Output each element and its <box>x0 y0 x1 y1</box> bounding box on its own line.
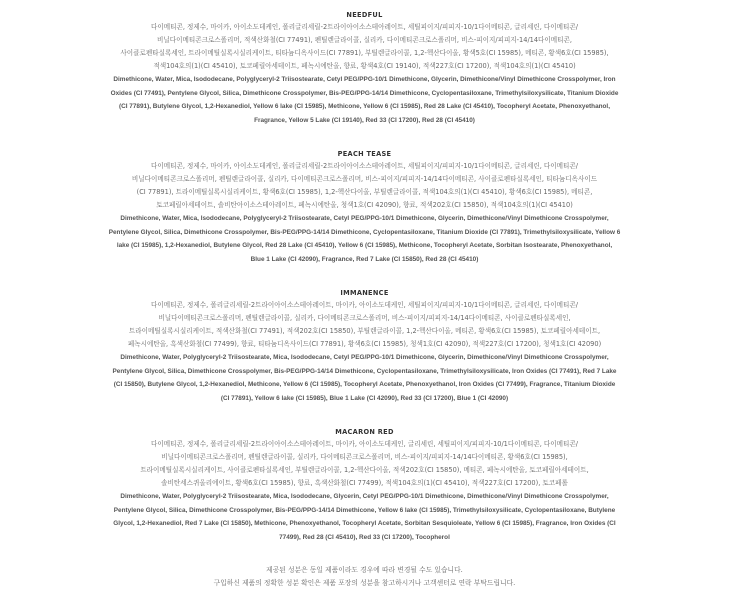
korean-ingredient-list: 다이메티콘, 정제수, 폴리글리세릴-2트라이아이소스테아레이트, 마이카, 아이소도데케인, 세틸피이지/피피지-10/1다이메티콘, 글리세린, 다이메티콘/ 비닐다이메티콘크로스폴리머, 펜틸렌글라이콜, 실리카, 다이메티콘크로스폴리머, 비스-피이지/피피지-14/14다이메티콘, 사이클로펜타실록세인, 트라이메틸실록시실리케이트, 적색산화철(CI 77491), 적색202호(CI 15850), 부틸렌글라이콜, 1,2-헥산다이올, 메티콘, 황색6호(CI 15985), 토코페릴아세테이트, 페녹시에탄올, 흑색산화철(CI 77499), 향료, 티타늄디옥사이드(CI 77891), 황색6호(CI 15985), 청색1호(CI 42090), 적색227호(CI 17200), 청색1호(CI 42090) <box>127 301 602 348</box>
ingredient-section-needful <box>0 10 729 127</box>
section-title: MACARON RED <box>335 428 394 436</box>
disclaimer-line-2: 구입하신 제품의 정확한 성분 확인은 제품 포장의 성분을 참고하시거나 고객센터로 연락 부탁드립니다. <box>213 579 516 587</box>
ingredient-section-immanence <box>0 288 729 405</box>
english-ingredient-list: Dimethicone, Water, Mica, Isododecane, Polyglyceryl-2 Triisostearate, Cetyl PEG/PPG-10/1 Dimethicone, Glycerin, Dimethicone/Vinyl Dimethicone Crosspolymer, Iron Oxides (CI 77491), Pentylene Glycol, Silica, Dimethicone Crosspolymer, Bis-PEG/PPG-14/14 Dimethicone, Cyclopentasiloxane, Trimethylsiloxysilicate, Titanium Dioxide (CI 77891), Butylene Glycol, 1,2-Hexanediol, Yellow 6 lake (CI 15985), Methicone, Yellow 6 (CI 15985), Red 28 Lake (CI 45410), Tocopheryl Acetate, Phenoxyethanol, Fragrance, Yellow 5 Lake (CI 19140), Red 33 (CI 17200), Red 28 (CI 45410) <box>110 76 619 124</box>
english-ingredient-list: Dimethicone, Water, Mica, Isododecane, Polyglyceryl-2 Triisostearate, Cetyl PEG/PPG-10/1 Dimethicone, Glycerin, Dimethicone/Vinyl Dimethicone Crosspolymer, Pentylene Glycol, Silica, Dimethicone Crosspolymer, Bis-PEG/PPG-14/14 Dimethicone, Cyclopentasiloxane, Titanium Dioxide (CI 77891), Trimethylsiloxysilicate, Yellow 6 lake (CI 15985), 1,2-Hexanediol, Butylene Glycol, Red 28 Lake (CI 45410), Yellow 6 (CI 15985), Methicone, Tocopheryl Acetate, Sorbitan Isostearate, Phenoxyethanol, Blue 1 Lake (CI 42090), Fragrance, Red 7 Lake (CI 15850), Red 28 (CI 45410) <box>108 215 621 263</box>
section-title: NEEDFUL <box>346 11 383 19</box>
korean-ingredient-list: 다이메티콘, 정제수, 마이카, 아이소도데케인, 폴리글리세릴-2트라이아이소스테아레이트, 세틸피이지/피피지-10/1다이메티콘, 글리세린, 다이메티콘/ 비닐다이메티콘크로스폴리머, 펜틸렌글라이콜, 실리카, 다이메티콘크로스폴리머, 비스-피이지/피피지-14/14다이메티콘, 사이클로펜타실록세인, 티타늄디옥사이드 (CI 77891), 트라이메틸실록시실리케이트, 황색6호(CI 15985), 1,2-헥산다이올, 부틸렌글라이콜, 적색104호의(1)(CI 45410), 황색6호(CI 15985), 메티콘, 토코페릴아세테이트, 솔비탄아이소스테아레이트, 페녹시에탄올, 청색1호(CI 42090), 향료, 적색202호(CI 15850), 적색104호의(1)(CI 45410) <box>131 162 598 209</box>
disclaimer-line-1: 제공된 성분은 동일 제품이라도 경우에 따라 변경될 수도 있습니다. <box>266 566 463 574</box>
section-title: IMMANENCE <box>340 289 389 297</box>
section-title: PEACH TEASE <box>337 150 392 158</box>
ingredient-section-peach-tease <box>0 149 729 266</box>
ingredient-section-macaron-red <box>0 427 729 544</box>
disclaimer-note <box>0 564 729 590</box>
korean-ingredient-list: 다이메티콘, 정제수, 폴리글리세릴-2트라이아이소스테아레이트, 마이카, 아이소도데케인, 글리세린, 세틸피이지/피피지-10/1다이메티콘, 다이메티콘/ 비닐다이메티콘크로스폴리머, 펜틸렌글라이콜, 실리카, 다이메티콘크로스폴리머, 비스-피이지/피피지-14/14다이메티콘, 황색6호(CI 15985), 트라이메틸실록시실리케이트, 사이클로펜타실록세인, 부틸렌글라이콜, 1,2-헥산다이올, 적색202호(CI 15850), 메티콘, 페녹시에탄올, 토코페릴아세테이트, 솔비탄세스퀴올리에이트, 황색6호(CI 15985), 향료, 흑색산화철(CI 77499), 적색104호의(1)(CI 45410), 적색227호(CI 17200), 토코페롤 <box>140 440 589 487</box>
english-ingredient-list: Dimethicone, Water, Polyglyceryl-2 Triisostearate, Mica, Isododecane, Cetyl PEG/PPG-10/1 Dimethicone, Glycerin, Dimethicone/Vinyl Dimethicone Crosspolymer, Pentylene Glycol, Silica, Dimethicone Crosspolymer, Bis-PEG/PPG-14/14 Dimethicone, Cyclopentasiloxane, Trimethylsiloxysilicate, Iron Oxides (CI 77491), Red 7 Lake (CI 15850), Butylene Glycol, 1,2-Hexanediol, Methicone, Yellow 6 (CI 15985), Tocopheryl Acetate, Phenoxyethanol, Iron Oxides (CI 77499), Fragrance, Titanium Dioxide (CI 77891), Yellow 6 lake (CI 15985), Blue 1 Lake (CI 42090), Red 33 (CI 17200), Blue 1 (CI 42090) <box>112 354 617 402</box>
korean-ingredient-list: 다이메티콘, 정제수, 마이카, 아이소도데케인, 폴리글리세릴-2트라이아이소스테아레이트, 세틸피이지/피피지-10/1다이메티콘, 글리세린, 다이메티콘/ 비닐다이메티콘크로스폴리머, 적색산화철(CI 77491), 펜틸렌글라이콜, 실리카, 다이메티콘크로스폴리머, 비스-피이지/피피지-14/14다이메티콘, 사이클로펜타실록세인, 트라이메틸실록시실리케이트, 티타늄디옥사이드(CI 77891), 부틸렌글라이콜, 1,2-헥산다이올, 황색5호(CI 15985), 메티콘, 황색6호(CI 15985), 적색104호의(1)(CI 45410), 토코페릴아세테이트, 페녹시에탄올, 향료, 황색4호(CI 19140), 적색227호(CI 17200), 적색104호의(1)(CI 45410) <box>120 23 609 70</box>
english-ingredient-list: Dimethicone, Water, Polyglyceryl-2 Triisostearate, Mica, Isododecane, Glycerin, Cetyl PEG/PPG-10/1 Dimethicone, Dimethicone/Vinyl Dimethicone Crosspolymer, Pentylene Glycol, Silica, Dimethicone Crosspolymer, Bis-PEG/PPG-14/14 Dimethicone, Yellow 6 lake (CI 15985), Trimethylsiloxysilicate, Cyclopentasiloxane, Butylene Glycol, 1,2-Hexanediol, Red 7 Lake (CI 15850), Methicone, Phenoxyethanol, Tocopheryl Acetate, Sorbitan Sesquioleate, Yellow 6 (CI 15985), Fragrance, Iron Oxides (CI 77499), Red 28 (CI 45410), Red 33 (CI 17200), Tocopherol <box>113 493 616 541</box>
